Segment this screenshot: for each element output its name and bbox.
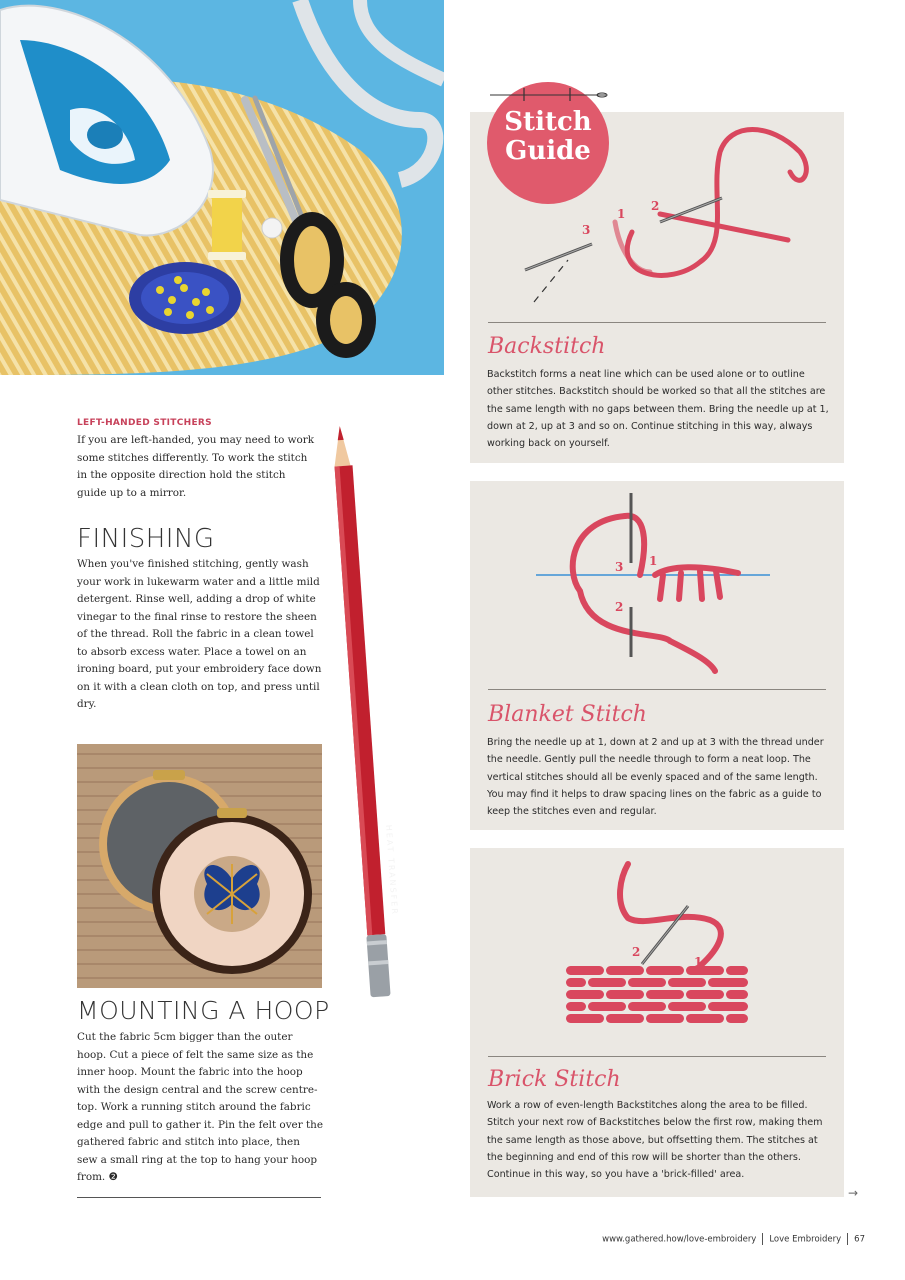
brick-stitch-diagram bbox=[470, 848, 844, 1058]
brick-stitch-title: Brick Stitch bbox=[488, 1067, 621, 1092]
brick-rows bbox=[566, 966, 748, 1023]
bottom-rule bbox=[77, 1197, 321, 1198]
mounting-heading: MOUNTING A HOOP bbox=[77, 996, 330, 1025]
footer-separator bbox=[847, 1233, 848, 1245]
backstitch-title: Backstitch bbox=[488, 334, 606, 359]
pencil-illustration bbox=[330, 420, 430, 1010]
footer-magazine: Love Embroidery bbox=[769, 1234, 842, 1245]
badge-needle-icon bbox=[490, 86, 610, 102]
brick-stitch-description: Work a row of even-length Backstitches along the area to be filled. Stitch your next row of Backstitches below the first row, making them the same length as those above, but offsetting them. The stitches at the beginning and end of this row will be shorter than the others. Continue in this way, so you have a 'brick-filled' area. bbox=[487, 1100, 823, 1181]
brick-stitch-panel bbox=[470, 848, 844, 1197]
backstitch-number-3: 3 bbox=[582, 223, 591, 237]
finishing-heading: FINISHING bbox=[77, 524, 215, 554]
badge-line1: Stitch bbox=[504, 107, 592, 137]
badge-title bbox=[487, 108, 609, 166]
backstitch-number-2: 2 bbox=[651, 199, 660, 213]
mounting-body: Cut the fabric 5cm bigger than the outer hoop. Cut a piece of felt the same size as the inner hoop. Mount the fabric into the hoop with the design central and the screw centre-top. Work a running stitch around the fabric edge and pull to gather it. Pin the felt over the gathered fabric and stitch into place, then sew a small ring at the top to hang your hoop from. bbox=[77, 1031, 323, 1183]
backstitch-description: Backstitch forms a neat line which can be used alone or to outline other stitches. Backstitch should be worked so that all the stitches are the same length with no gaps between them. Bring the needle up at 1, down at 2, up at 3 and so on. Continue stitching in this way, always working back on yourself. bbox=[487, 369, 829, 450]
backstitch-number-1: 1 bbox=[617, 207, 626, 221]
mounting-text bbox=[77, 1029, 323, 1187]
brick-number-2: 2 bbox=[632, 945, 641, 959]
heat-transfer-pencil bbox=[330, 420, 430, 1010]
blanket-stitch-panel bbox=[470, 481, 844, 830]
blanket-stitch-description: Bring the needle up at 1, down at 2 and up at 3 with the thread under the needle. Gently pull the needle through to form a neat loop. The vertical stitches should all be evenly spaced and of the same length. You may find it helps to draw spacing lines on the fabric as a guide to keep the stitches even and regular. bbox=[487, 737, 824, 818]
finishing-text: When you've finished stitching, gently wash your work in lukewarm water and a little mild detergent. Rinse well, adding a drop of white vinegar to the final rinse to restore the sheen of the thread. Roll the fabric in a clean towel to absorb excess water. Place a towel on an ironing board, put your embroidery face down on it with a clean cloth on top, and press until dry. bbox=[77, 558, 322, 710]
footer-separator bbox=[762, 1233, 763, 1245]
brick-stitch-rule bbox=[488, 1056, 826, 1057]
embroidery-hoop-illustration bbox=[77, 744, 322, 988]
sewing-tools-photo bbox=[0, 0, 444, 375]
end-mark-icon: ❷ bbox=[108, 1171, 118, 1183]
next-page-arrow-icon: → bbox=[848, 1186, 859, 1200]
brick-number-1: 1 bbox=[694, 955, 703, 969]
footer-url: www.gathered.how/love-embroidery bbox=[602, 1234, 757, 1245]
blanket-stitch-title: Blanket Stitch bbox=[488, 702, 647, 727]
embroidery-hoop-photo bbox=[77, 744, 322, 988]
blanket-number-3: 3 bbox=[615, 560, 624, 574]
left-handed-text: If you are left-handed, you may need to work some stitches differently. To work the stitch in the opposite direction hold the stitch guide up to a mirror. bbox=[77, 434, 315, 499]
left-handed-heading: LEFT-HANDED STITCHERS bbox=[77, 418, 212, 428]
blanket-number-1: 1 bbox=[649, 554, 658, 568]
blanket-number-2: 2 bbox=[615, 600, 624, 614]
blanket-stitch-rule bbox=[488, 689, 826, 690]
badge-line2: Guide bbox=[505, 136, 591, 166]
blanket-stitch-diagram bbox=[470, 481, 844, 691]
backstitch-rule bbox=[488, 322, 826, 323]
page-footer bbox=[602, 1233, 865, 1245]
page-number: 67 bbox=[854, 1234, 865, 1245]
sewing-tools-illustration bbox=[0, 0, 444, 375]
pencil-label: HEAT TRANSFER bbox=[384, 824, 400, 917]
